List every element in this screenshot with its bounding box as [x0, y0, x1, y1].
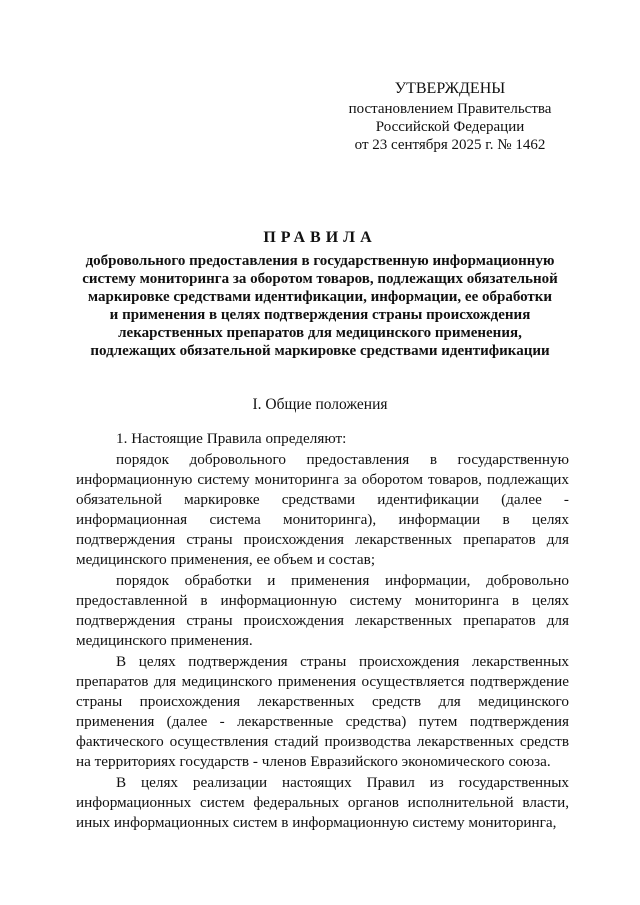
paragraph: порядок добровольного предоставления в государственную информационную систему мониторинга за оборотом товаров, подлежащих обязательной маркировке средствами идентификации (далее - информационная система мониторинга), информации в целях подтверждения страны происхождения лекарственных препаратов для медицинского применения, ее объем и состав;: [76, 451, 569, 568]
subtitle-line: лекарственных препаратов для медицинского применения,: [118, 325, 522, 341]
subtitle-line: систему мониторинга за оборотом товаров, подлежащих обязательной: [82, 271, 558, 287]
approval-line-2: Российской Федерации: [375, 119, 525, 135]
approval-line-1: постановлением Правительства: [348, 101, 552, 117]
approval-line-3: от 23 сентября 2025 г. № 1462: [354, 137, 546, 153]
paragraph: порядок обработки и применения информации, добровольно предоставленной в информационную систему мониторинга в целях подтверждения страны происхождения лекарственных препаратов для медицинского применения.: [76, 572, 569, 649]
subtitle-line: добровольного предоставления в государственную информационную: [85, 253, 555, 269]
document-body: [76, 429, 569, 834]
paragraph: 1. Настоящие Правила определяют:: [116, 430, 347, 447]
document-subtitle: [60, 252, 580, 360]
approval-block: [330, 80, 570, 154]
subtitle-line: подлежащих обязательной маркировке средствами идентификации: [90, 343, 550, 359]
section-title: I. Общие положения: [252, 396, 388, 413]
paragraph: В целях подтверждения страны происхождения лекарственных препаратов для медицинского применения осуществляется подтверждение страны происхождения лекарственных средств для медицинского применения (далее - лекарственные средства) путем подтверждения фактического осуществления стадий производства лекарственных средств на территориях государств - членов Евразийского экономического союза.: [76, 653, 569, 770]
approval-title: УТВЕРЖДЕНЫ: [394, 80, 506, 97]
paragraph: В целях реализации настоящих Правил из государственных информационных систем федеральных органов исполнительной власти, иных информационных систем в информационную систему мониторинга,: [76, 774, 569, 831]
subtitle-line: маркировке средствами идентификации, информации, ее обработки: [87, 289, 553, 305]
subtitle-line: и применения в целях подтверждения страны происхождения: [109, 307, 531, 323]
document-title: ПРАВИЛА: [263, 229, 377, 246]
